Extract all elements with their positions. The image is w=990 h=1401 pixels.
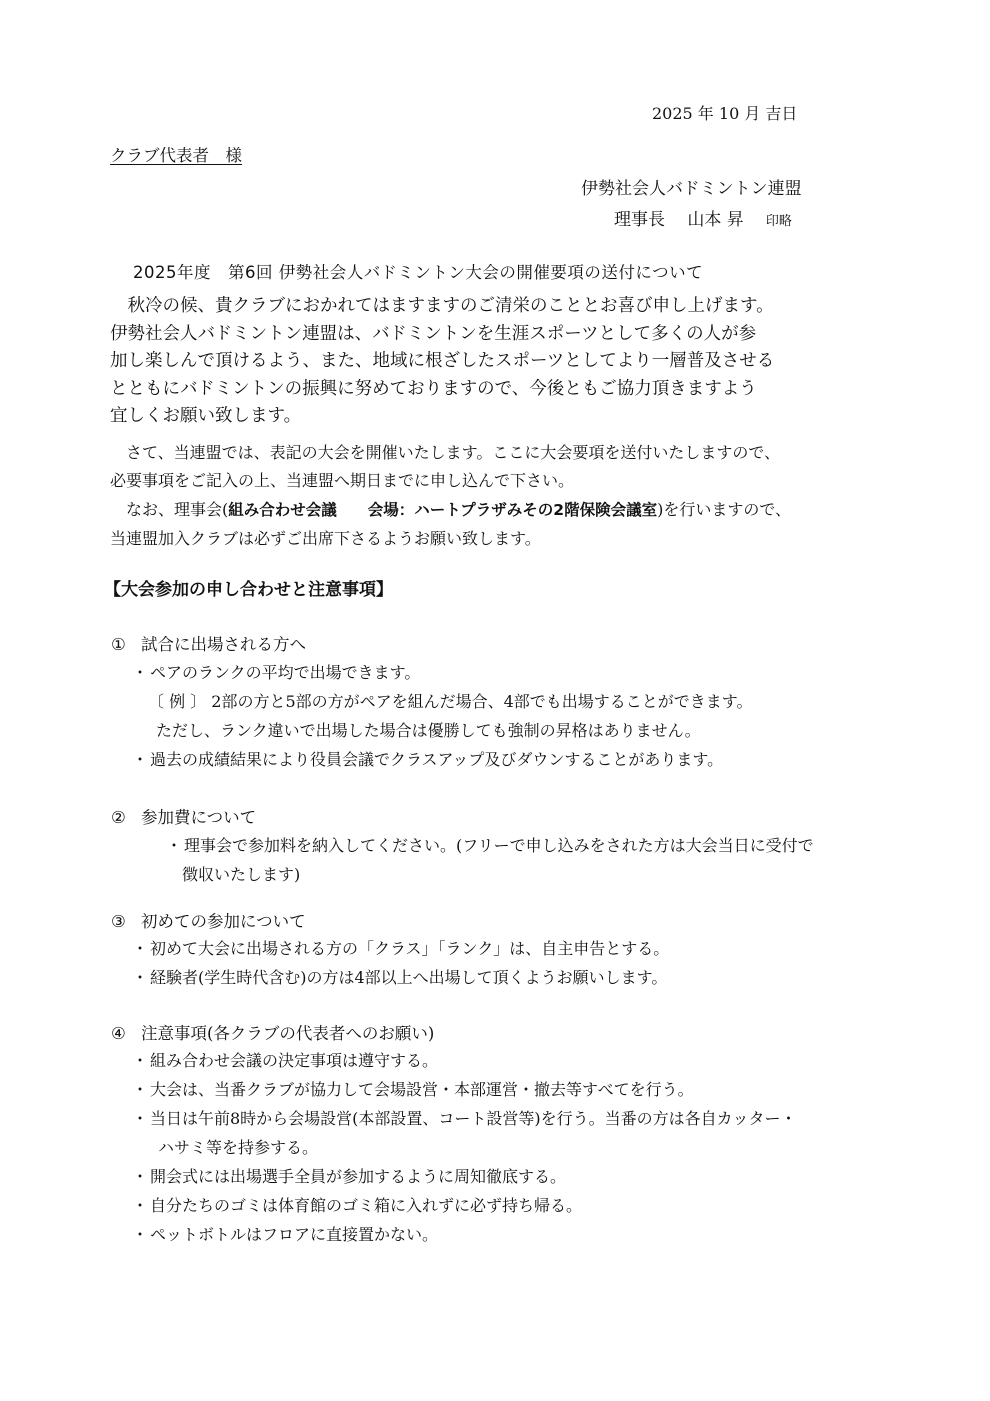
item-bullets bbox=[132, 1046, 797, 1249]
bullet-text: ペットボトルはフロアに直接置かない。 bbox=[150, 1225, 439, 1244]
bullet-dot: ・ bbox=[132, 750, 149, 769]
bullet-dot: ・ bbox=[132, 1051, 149, 1070]
item-heading bbox=[111, 908, 306, 932]
meeting-suffix: )を行いますので、 bbox=[657, 500, 792, 519]
bullet-dot: ・ bbox=[132, 1109, 149, 1128]
sender-organization: 伊勢社会人バドミントン連盟 bbox=[581, 179, 802, 199]
bullet-text: 初めて大会に出場される方の「クラス」「ランク」は、自主申告とする。 bbox=[150, 939, 670, 958]
bullet-dot: ・ bbox=[166, 836, 183, 855]
meeting-venue: 組み合わせ会議 会場：ハートプラザみその2階保険会議室 bbox=[228, 501, 658, 519]
notice-paragraph bbox=[110, 439, 870, 494]
bullet-text: 理事会で参加料を納入してください。(フリーで申し込みをされた方は大会当日に受付で bbox=[184, 836, 814, 855]
bullet-dot: ・ bbox=[132, 968, 149, 987]
item-number: ① bbox=[111, 635, 126, 654]
item-bullets bbox=[132, 934, 669, 992]
bullet-row bbox=[132, 934, 669, 963]
bullet-dot: ・ bbox=[132, 663, 149, 682]
item-heading-text: 注意事項(各クラブの代表者へのお願い) bbox=[141, 1024, 435, 1043]
bullet-row bbox=[132, 687, 753, 716]
item-bullets bbox=[132, 658, 753, 774]
bullet-text: ペアのランクの平均で出場できます。 bbox=[150, 663, 421, 682]
sender-signature bbox=[614, 205, 792, 230]
section-title: 【大会参加の申し合わせと注意事項】 bbox=[104, 580, 393, 600]
bullet-text: 当日は午前8時から会場設営(本部設置、コート設営等)を行う。当番の方は各自カッター・ bbox=[150, 1109, 797, 1128]
bullet-text: 組み合わせ会議の決定事項は遵守する。 bbox=[150, 1051, 439, 1070]
bullet-row bbox=[132, 1046, 797, 1075]
bullet-dot: ・ bbox=[132, 1225, 149, 1244]
item-heading bbox=[111, 1020, 434, 1044]
meeting-paragraph bbox=[110, 496, 870, 552]
item-heading-text: 試合に出場される方へ bbox=[141, 635, 306, 654]
intro-paragraph bbox=[110, 293, 870, 431]
item-number: ② bbox=[111, 808, 126, 827]
bullet-row bbox=[132, 745, 753, 774]
bullet-text: ハサミ等を持参する。 bbox=[158, 1138, 319, 1157]
notice-line: さて、当連盟では、表記の大会を開催いたします。ここに大会要項を送付いたしますので、 bbox=[110, 443, 781, 462]
bullet-text: 大会は、当番クラブが協力して会場設営・本部運営・撤去等すべてを行う。 bbox=[150, 1080, 694, 1099]
bullet-dot: ・ bbox=[132, 1167, 149, 1186]
bullet-row bbox=[132, 1162, 797, 1191]
intro-line: 宜しくお願い致します。 bbox=[110, 406, 302, 426]
item-heading-text: 初めての参加について bbox=[141, 912, 306, 931]
bullet-row bbox=[132, 1191, 797, 1220]
bullet-row bbox=[132, 1104, 797, 1133]
meeting-line bbox=[110, 496, 870, 525]
bullet-text: ただし、ランク違いで出場した場合は優勝しても強制の昇格はありません。 bbox=[156, 721, 701, 740]
bullet-row bbox=[132, 1133, 797, 1162]
bullet-text: 〔 例 〕 2部の方と5部の方がペアを組んだ場合、4部でも出場することができます。 bbox=[148, 692, 753, 711]
bullet-row bbox=[166, 860, 814, 889]
item-bullets bbox=[166, 831, 814, 889]
intro-line: 秋冷の候、貴クラブにおかれてはますますのご清栄のこととお喜び申し上げます。 bbox=[110, 296, 774, 316]
bullet-row bbox=[132, 1220, 797, 1249]
bullet-dot: ・ bbox=[132, 1080, 149, 1099]
bullet-row bbox=[132, 963, 669, 992]
meeting-prefix: なお、理事会( bbox=[110, 500, 229, 519]
bullet-dot: ・ bbox=[132, 939, 149, 958]
addressee: クラブ代表者 様 bbox=[110, 146, 242, 165]
meeting-line-2: 当連盟加入クラブは必ずご出席下さるようお願い致します。 bbox=[110, 528, 541, 548]
bullet-text: 開会式には出場選手全員が参加するように周知徹底する。 bbox=[150, 1167, 567, 1186]
sender-name: 理事長 山本 昇 bbox=[614, 210, 744, 230]
intro-line: 加し楽しんで頂けるよう、また、地域に根ざしたスポーツとしてより一層普及させる bbox=[110, 351, 775, 371]
intro-line: とともにバドミントンの振興に努めておりますので、今後ともご協力頂きますよう bbox=[110, 378, 757, 399]
item-heading bbox=[111, 804, 256, 828]
bullet-text: 経験者(学生時代含む)の方は4部以上へ出場して頂くようお願いします。 bbox=[150, 968, 668, 987]
notice-line: 必要事項をご記入の上、当連盟へ期日までに申し込んで下さい。 bbox=[110, 470, 575, 490]
item-number: ④ bbox=[111, 1024, 126, 1043]
bullet-row bbox=[132, 658, 753, 687]
bullet-row bbox=[132, 1075, 797, 1104]
bullet-row bbox=[132, 716, 753, 745]
bullet-text: 徴収いたします) bbox=[182, 865, 301, 884]
item-number: ③ bbox=[111, 912, 126, 931]
bullet-dot: ・ bbox=[132, 1196, 149, 1215]
intro-line: 伊勢社会人バドミントン連盟は、バドミントンを生涯スポーツとして多くの人が参 bbox=[110, 323, 757, 344]
bullet-text: 自分たちのゴミは体育館のゴミ箱に入れずに必ず持ち帰る。 bbox=[150, 1196, 583, 1215]
item-heading bbox=[111, 631, 306, 655]
stamp-omitted-note: 印略 bbox=[765, 214, 792, 229]
item-heading-text: 参加費について bbox=[141, 808, 257, 827]
document-date: 2025 年 10 月 吉日 bbox=[652, 104, 798, 123]
bullet-row bbox=[166, 831, 814, 860]
document-title: 2025年度 第6回 伊勢社会人バドミントン大会の開催要項の送付について bbox=[133, 263, 704, 282]
bullet-text: 過去の成績結果により役員会議でクラスアップ及びダウンすることがあります。 bbox=[150, 750, 724, 769]
